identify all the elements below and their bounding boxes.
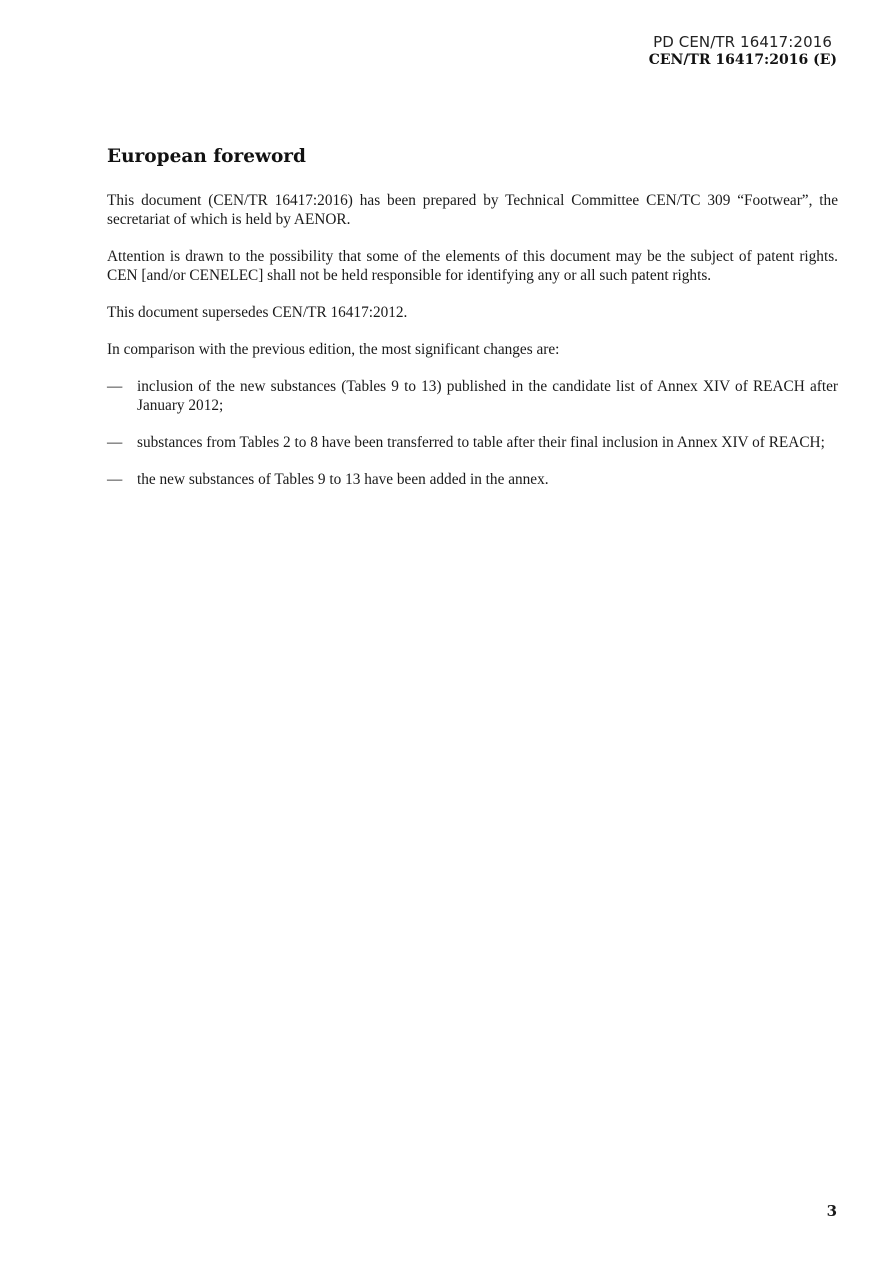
paragraph-patent-rights: Attention is drawn to the possibility that some of the elements of this document may be the subject of patent rights. CEN [and/or CENELEC] shall not be held responsible for identifying any or all such patent rights. xyxy=(107,248,838,284)
list-item xyxy=(107,377,838,415)
changes-list xyxy=(107,377,838,489)
paragraph-prepared-by: This document (CEN/TR 16417:2016) has been prepared by Technical Committee CEN/TC 309 “Footwear”, the secretariat of which is held by AENOR. xyxy=(107,192,838,228)
document-header-code-bold: CEN/TR 16417:2016 (E) xyxy=(648,52,837,68)
document-header-code: PD CEN/TR 16417:2016 xyxy=(653,33,832,51)
list-item xyxy=(107,433,838,452)
list-dash: — xyxy=(107,471,123,488)
list-item xyxy=(107,470,838,489)
section-title: European foreword xyxy=(107,146,306,167)
list-item-text: substances from Tables 2 to 8 have been transferred to table after their final inclusion in Annex XIV of REACH; xyxy=(137,434,825,451)
list-dash: — xyxy=(107,378,123,395)
paragraph-changes-intro: In comparison with the previous edition, the most significant changes are: xyxy=(107,341,560,358)
page-content xyxy=(107,146,838,507)
page-number: 3 xyxy=(826,1202,837,1220)
list-dash: — xyxy=(107,434,123,451)
list-item-text: the new substances of Tables 9 to 13 have been added in the annex. xyxy=(137,471,549,488)
paragraph-supersedes: This document supersedes CEN/TR 16417:2012. xyxy=(107,304,408,321)
list-item-text: inclusion of the new substances (Tables 9 to 13) published in the candidate list of Annex XIV of REACH after January 2012; xyxy=(137,378,838,414)
